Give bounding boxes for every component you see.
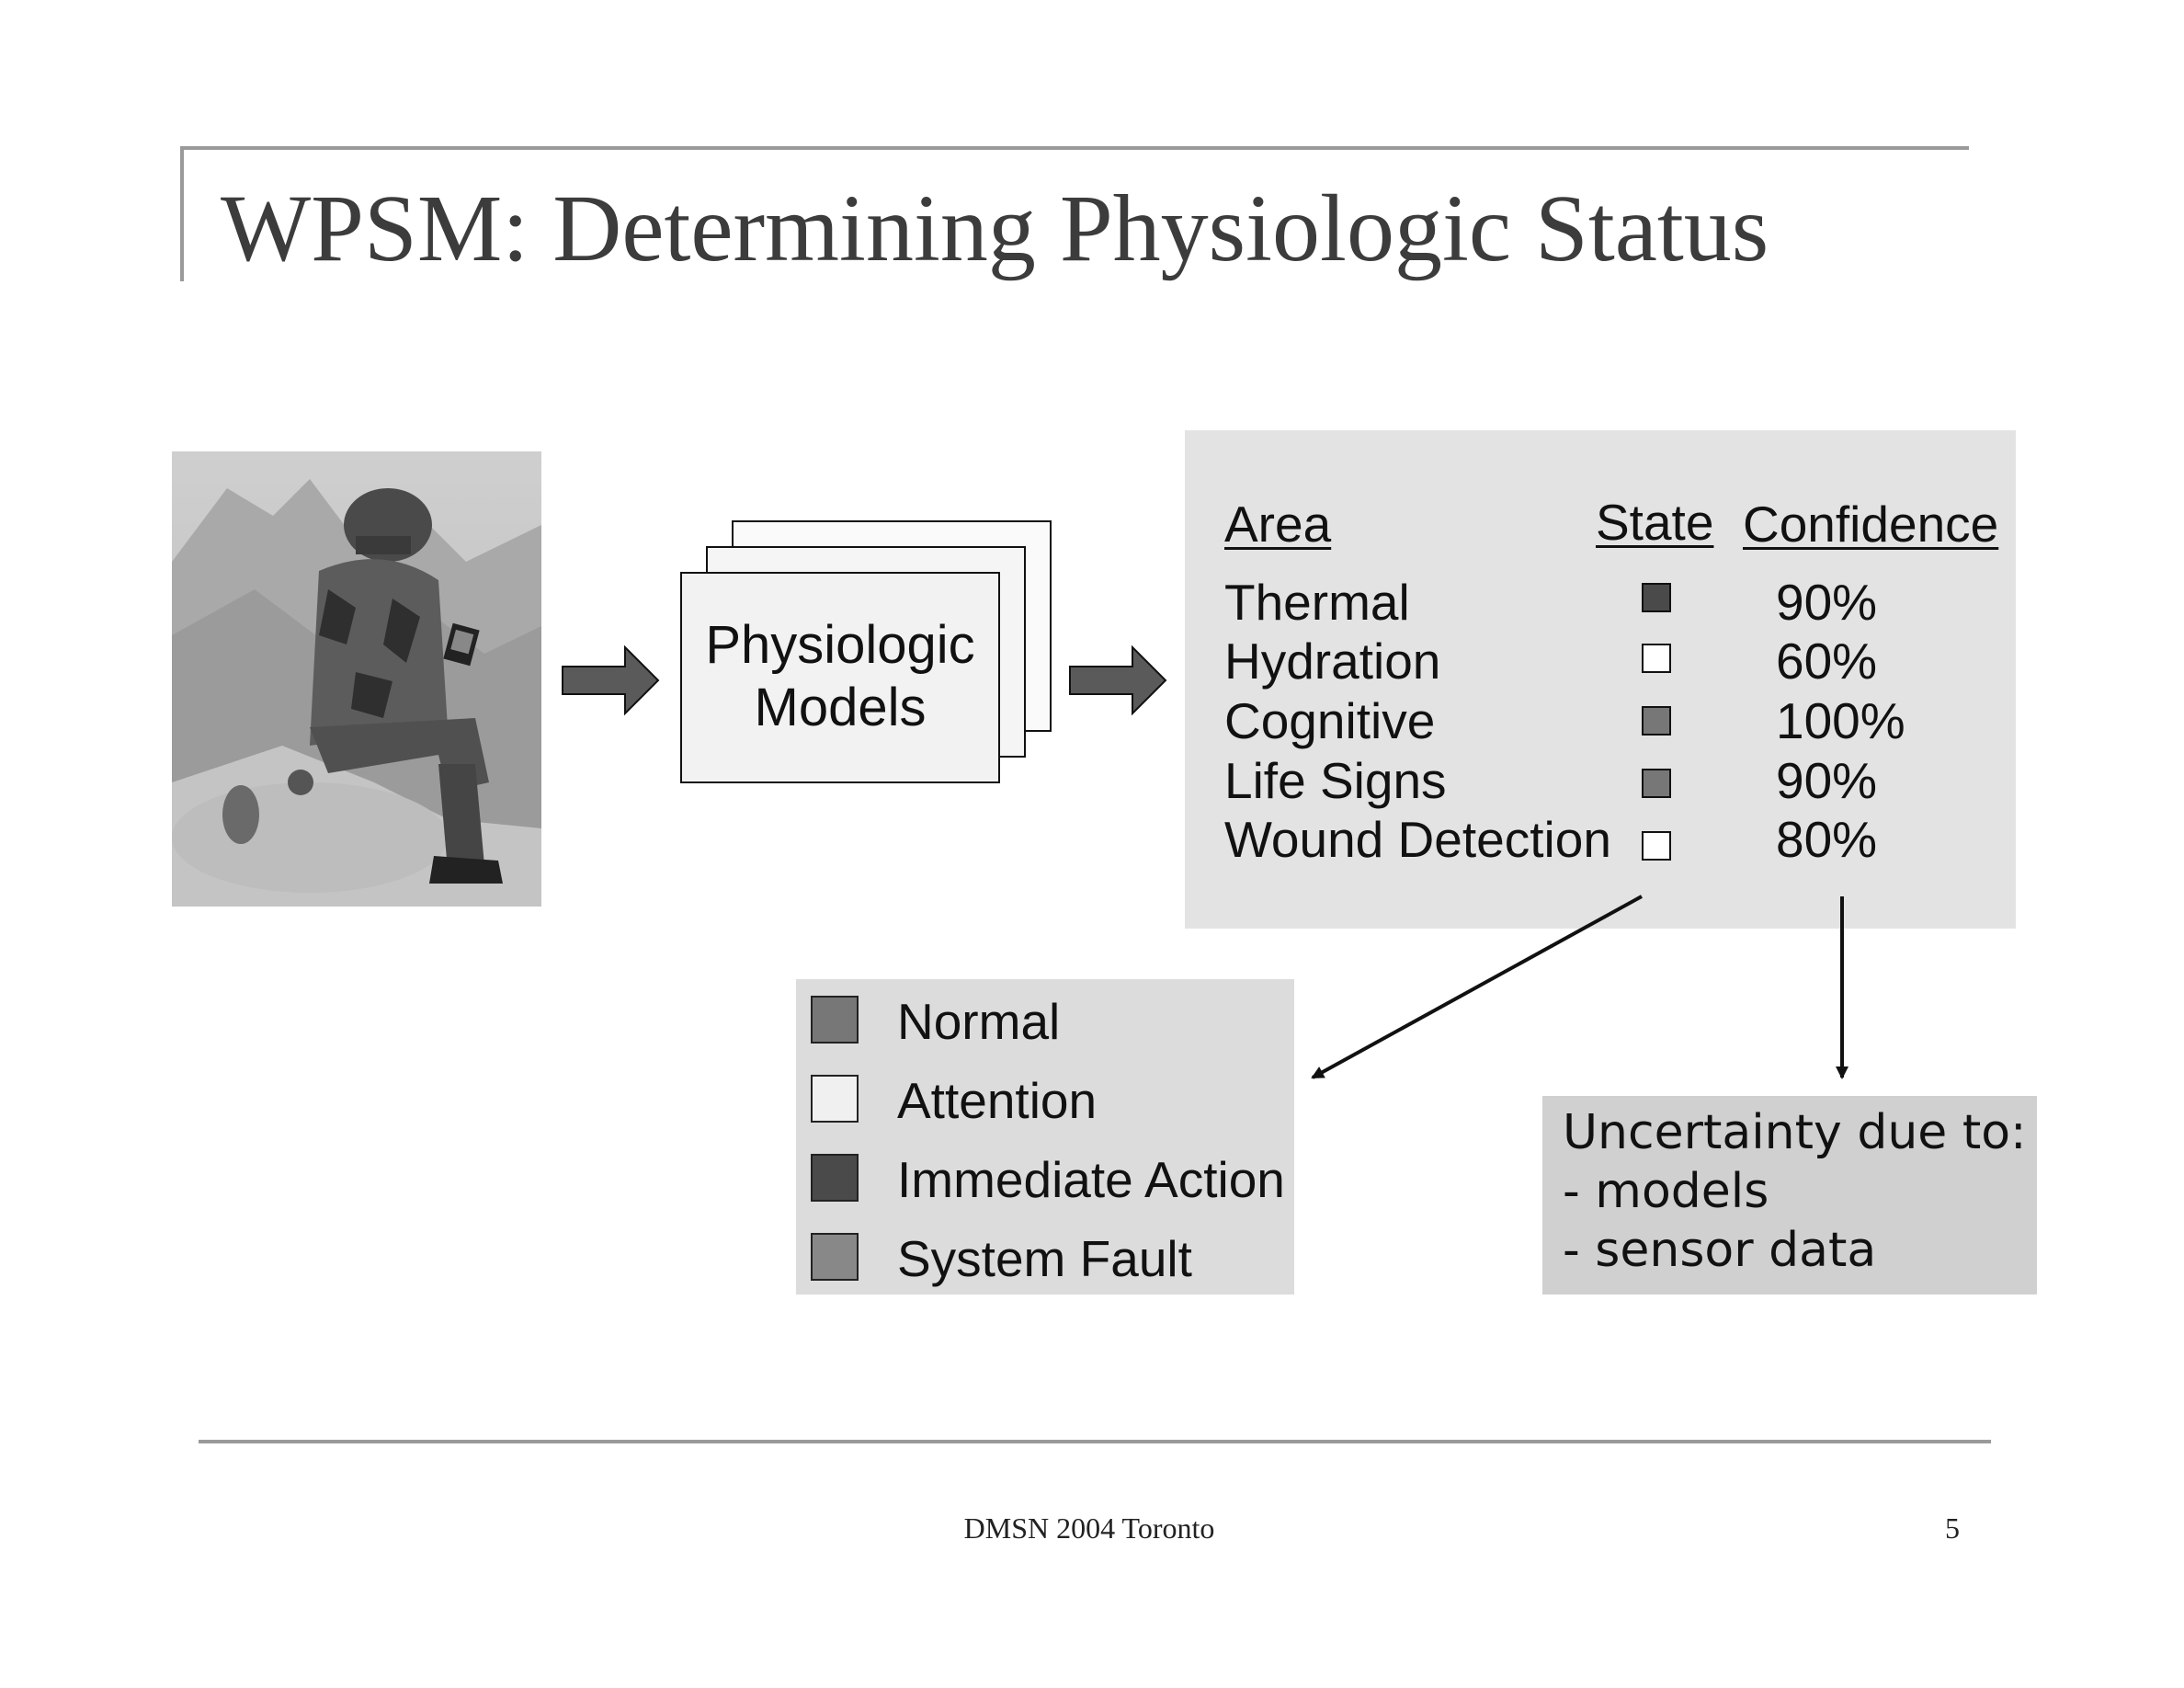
uncertainty-heading: Uncertainty due to: [1563,1105,2027,1160]
soldier-photo [172,451,541,907]
title-rule-left [180,146,184,281]
models-label-line1: Physiologic [705,615,975,675]
uncertainty-text [1563,1103,2027,1280]
legend-label: Normal [897,993,1061,1050]
page-number: 5 [1945,1511,1960,1545]
legend-swatch-normal [811,996,859,1044]
state-swatch-normal [1642,769,1671,798]
models-label-line2: Models [754,677,927,737]
state-swatch-immediate-action [1642,583,1671,612]
row-confidence: 100% [1776,692,1905,749]
flow-arrow-right-icon [1068,644,1167,717]
row-area: Wound Detection [1224,811,1611,868]
uncertainty-item: - models [1563,1164,1769,1219]
legend-label: Attention [897,1072,1098,1129]
state-swatch-normal [1642,706,1671,736]
row-area: Cognitive [1224,692,1436,749]
row-confidence: 60% [1776,633,1878,690]
row-area: Thermal [1224,574,1410,631]
title-rule-top [180,146,1969,150]
page-title: WPSM: Determining Physiologic Status [221,176,1769,281]
legend-label: System Fault [897,1230,1192,1287]
state-swatch-attention [1642,644,1671,673]
row-area: Life Signs [1224,752,1447,809]
row-area: Hydration [1224,633,1441,690]
header-area: Area [1224,496,1332,553]
flow-arrow-right-icon [561,644,660,717]
uncertainty-item: - sensor data [1563,1223,1877,1278]
legend-swatch-system-fault [811,1233,859,1281]
row-confidence: 90% [1776,574,1878,631]
models-label [680,614,1000,739]
footer-text: DMSN 2004 Toronto [963,1511,1215,1545]
legend-label: Immediate Action [897,1151,1285,1208]
legend-swatch-immediate-action [811,1154,859,1202]
row-confidence: 90% [1776,752,1878,809]
footer-rule [199,1440,1991,1443]
state-swatch-attention [1642,831,1671,861]
legend-swatch-attention [811,1075,859,1123]
row-confidence: 80% [1776,811,1878,868]
header-confidence: Confidence [1743,496,1999,553]
header-state: State [1596,494,1714,551]
